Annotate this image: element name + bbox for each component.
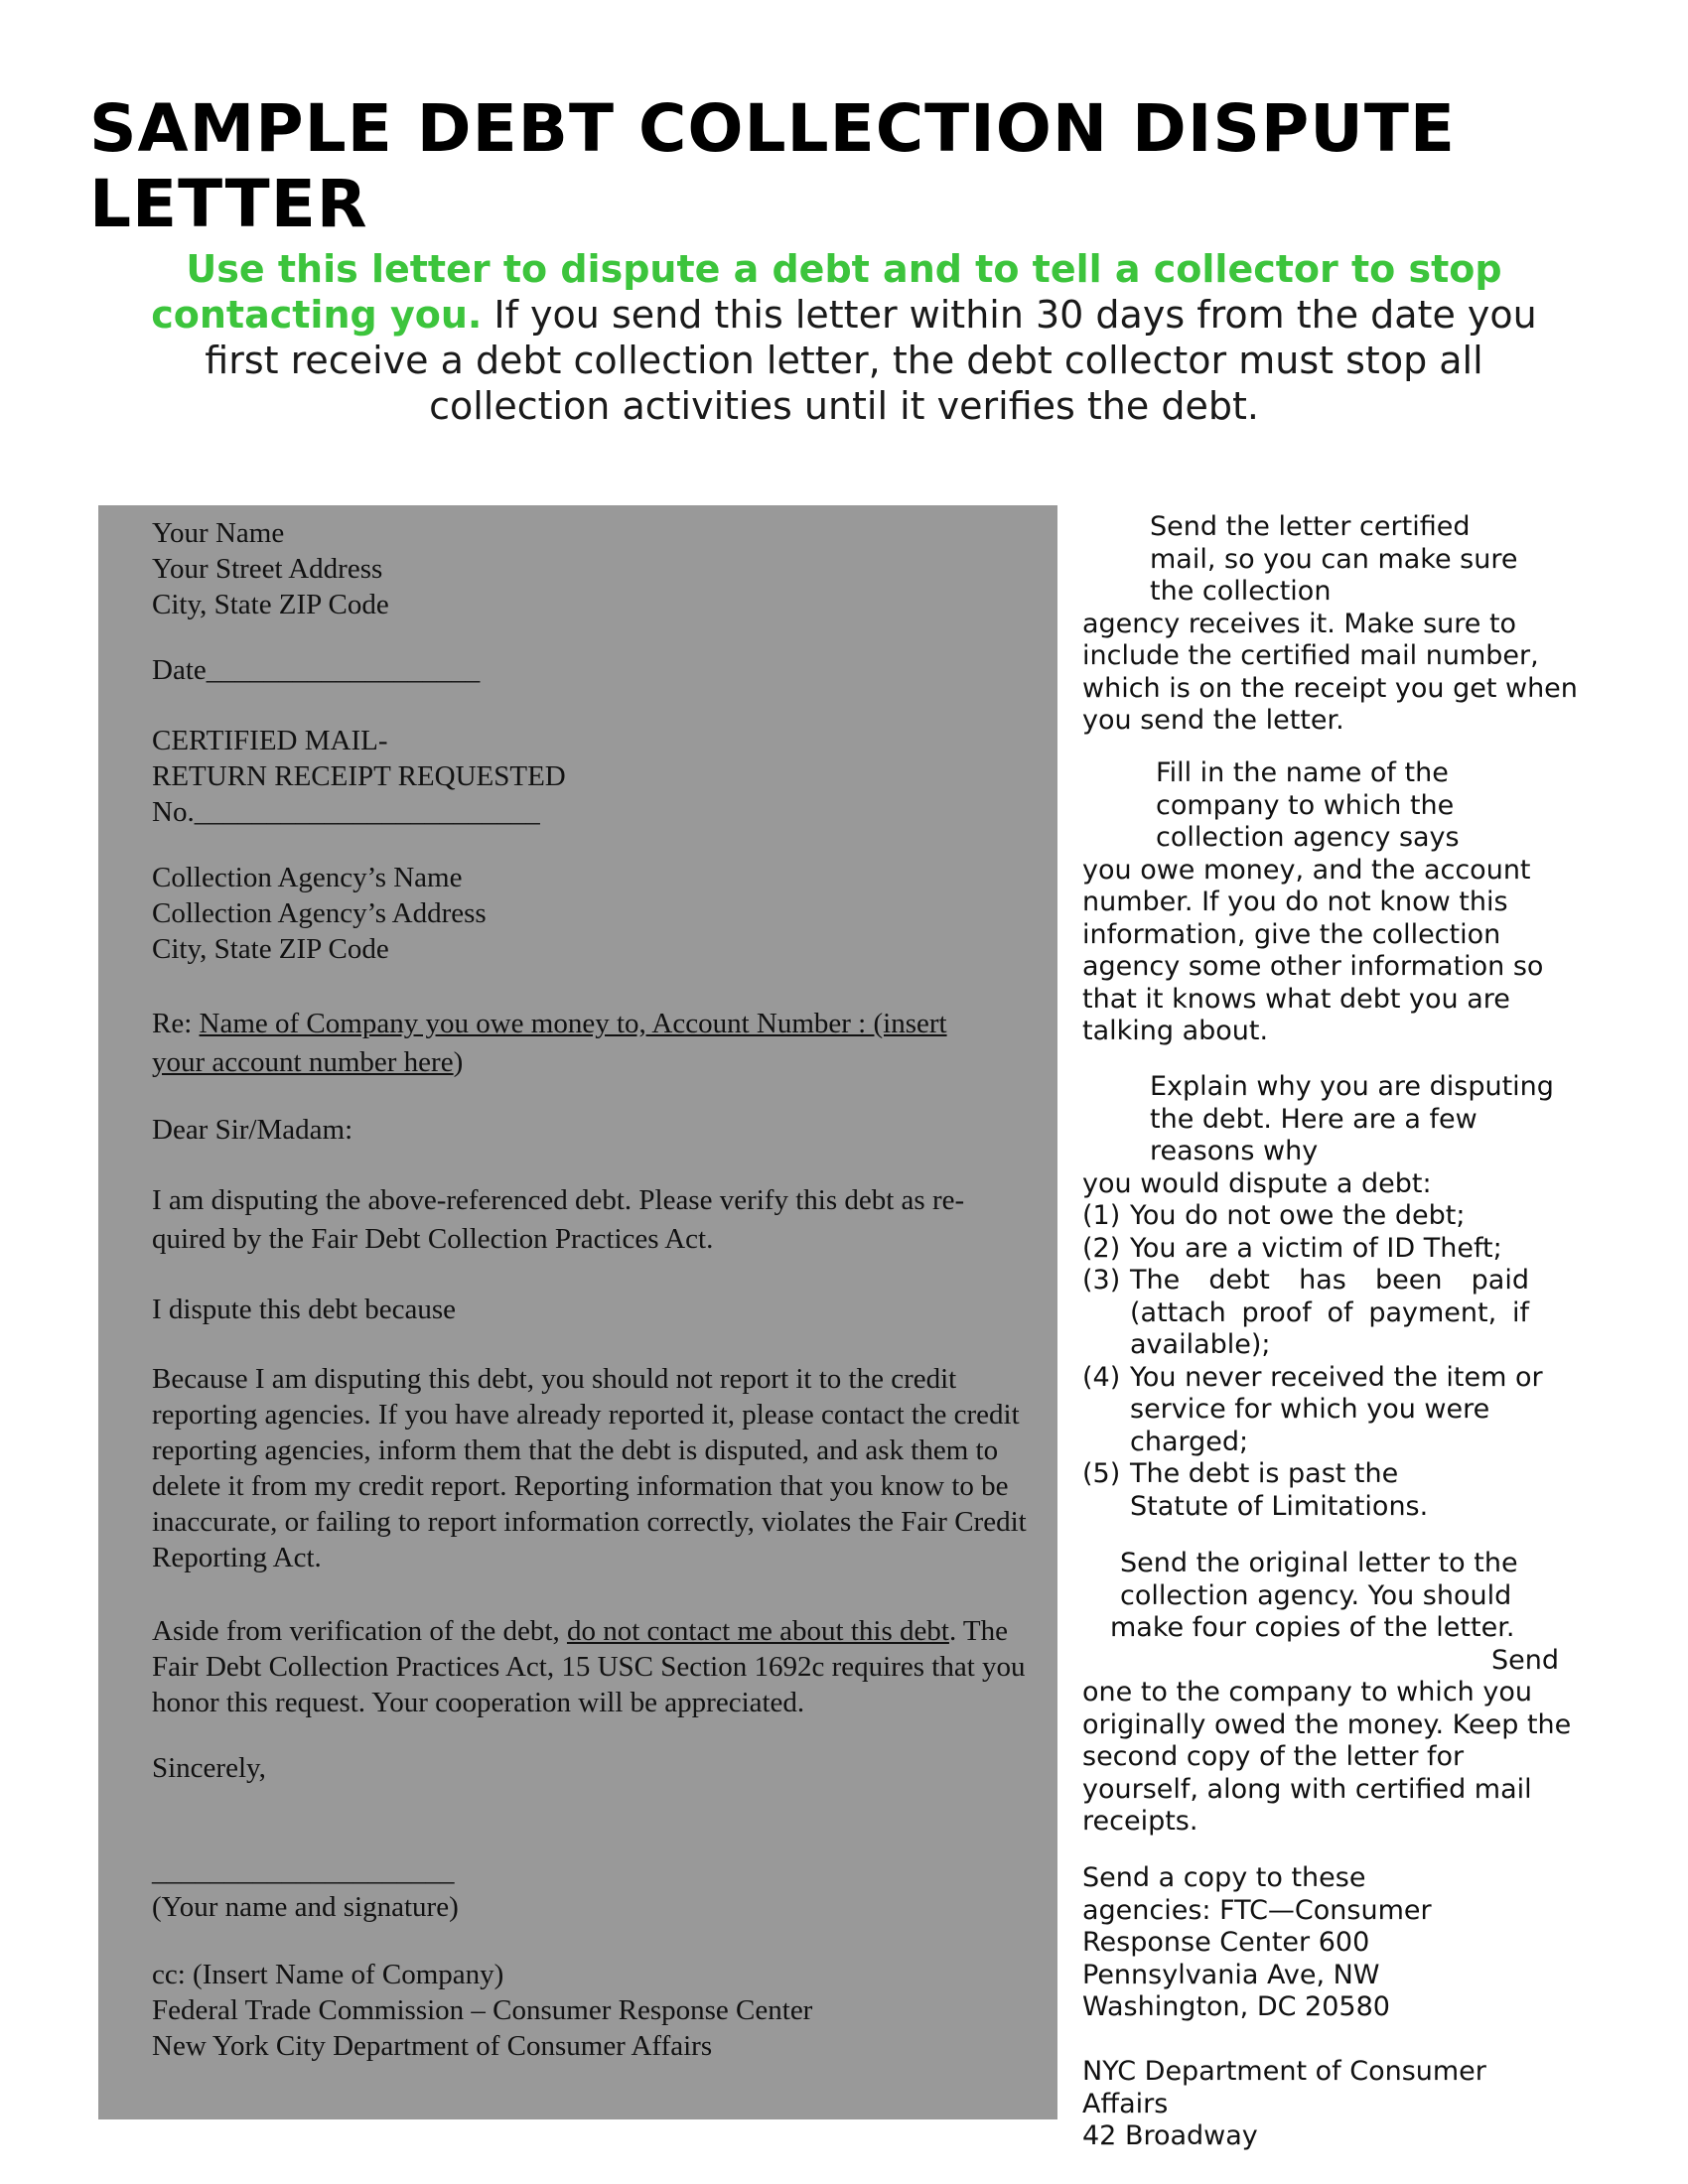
tip-certified-mail xyxy=(1082,511,1579,738)
signature-line: _____________________ xyxy=(152,1855,455,1887)
paragraph-no-contact xyxy=(152,1613,1036,1720)
tip5-line: Response Center 600 xyxy=(1082,1927,1370,1958)
tip6-line: 42 Broadway xyxy=(1082,2120,1258,2151)
tip4-line: make four copies of the letter. xyxy=(1110,1612,1515,1643)
sender-city: City, State ZIP Code xyxy=(152,589,389,620)
reason-text: The debt has been paid (attach proof of payment, if available); xyxy=(1130,1265,1529,1360)
no-contact-text-a: Aside from verification of the debt, xyxy=(152,1615,567,1647)
tip3-line: the debt. Here are a few xyxy=(1150,1103,1477,1135)
paragraph-verify: I am disputing the above-referenced debt. Please verify this debt as re-quired by the Fair Debt Collection Practices Act. xyxy=(152,1184,965,1255)
reason-item xyxy=(1082,1233,1579,1266)
re-subject: Name of Company you owe money to, Account Number : (insert your account number here xyxy=(152,1008,947,1078)
agency-name: Collection Agency’s Name xyxy=(152,862,463,893)
tip6-line: Affairs xyxy=(1082,2088,1169,2119)
reason-number: (1) xyxy=(1082,1200,1121,1231)
sender-street: Your Street Address xyxy=(152,553,383,585)
tip1-line: the collection xyxy=(1150,576,1332,607)
intro-text xyxy=(109,246,1579,429)
tip-copies xyxy=(1082,1548,1579,1839)
reason-item xyxy=(1082,1200,1579,1233)
certified-number-line: No.________________________ xyxy=(152,796,540,828)
tip1-text: agency receives it. Make sure to include the certified mail number, which is on the receipt you get when you send the letter. xyxy=(1082,608,1578,736)
agency-address xyxy=(152,860,1026,967)
reason-text: You are a victim of ID Theft; xyxy=(1130,1232,1502,1264)
intro-rest: If you send this letter within 30 days from the date you first receive a debt collection letter, the debt collector must stop all collection activities until it verifies the debt. xyxy=(205,293,1537,428)
tip2-text: you owe money, and the account number. If you do not know this information, give the collection agency some other information so that it knows what debt you are talking about. xyxy=(1082,854,1544,1046)
re-suffix: ) xyxy=(453,1046,464,1078)
tip-company-name xyxy=(1082,757,1579,1048)
tip2-line: collection agency says xyxy=(1156,822,1460,853)
tip-nyc-dca xyxy=(1082,2056,1579,2153)
reason-number: (5) xyxy=(1082,1458,1121,1489)
reason-number: (4) xyxy=(1082,1361,1121,1393)
tip4-line: collection agency. You should xyxy=(1120,1579,1512,1611)
tip3-lead: you would dispute a debt: xyxy=(1082,1167,1432,1199)
cc-block xyxy=(152,1957,1026,2064)
re-prefix: Re: xyxy=(152,1008,200,1039)
reason-text: You never received the item or service for which you were charged; xyxy=(1130,1361,1543,1457)
tip-agencies xyxy=(1082,1862,1579,2024)
reason-number: (3) xyxy=(1082,1265,1121,1296)
sender-address xyxy=(152,515,1026,622)
paragraph-credit-reporting: Because I am disputing this debt, you should not report it to the credit reporting agencies. If you have already reported it, please contact the credit reporting agencies, inform them that the debt is disputed, and ask them to delete it from my credit report. Reporting information that you know to be inaccurate, or failing to report information correctly, violates the Fair Credit Reporting Act. xyxy=(152,1363,1027,1573)
tip-dispute-reasons xyxy=(1082,1071,1579,1523)
agency-city: City, State ZIP Code xyxy=(152,933,389,965)
agency-street: Collection Agency’s Address xyxy=(152,897,487,929)
re-line xyxy=(152,1005,1006,1082)
reason-item xyxy=(1082,1458,1458,1523)
reason-item xyxy=(1082,1362,1579,1459)
no-contact-text-b: . The Fair Debt Collection Practices Act, 15 USC Section 1692c requires that you honor this request. Your cooperation will be appreciated. xyxy=(152,1615,1026,1718)
tip1-line: Send the letter certified xyxy=(1150,511,1471,542)
return-receipt-line: RETURN RECEIPT REQUESTED xyxy=(152,760,566,792)
paragraph-dispute-reason: I dispute this debt because xyxy=(152,1294,457,1325)
cc-company: cc: (Insert Name of Company) xyxy=(152,1959,504,1990)
tip4-line: Send the original letter to the xyxy=(1120,1548,1518,1578)
tip2-line: company to which the xyxy=(1156,789,1455,821)
cc-nyc-dca: New York City Department of Consumer Affairs xyxy=(152,2030,713,2062)
tip5-line: agencies: FTC—Consumer xyxy=(1082,1894,1432,1926)
tip5-line: Send a copy to these xyxy=(1082,1862,1366,1893)
reason-text: You do not owe the debt; xyxy=(1130,1200,1466,1231)
tip1-line: mail, so you can make sure xyxy=(1150,543,1518,575)
sample-letter-panel xyxy=(98,505,1057,2119)
reason-number: (2) xyxy=(1082,1232,1121,1264)
cc-ftc: Federal Trade Commission – Consumer Response Center xyxy=(152,1994,813,2026)
sender-name: Your Name xyxy=(152,517,285,549)
tip3-line: reasons why xyxy=(1150,1136,1319,1166)
reason-item xyxy=(1082,1265,1529,1362)
date-line: Date___________________ xyxy=(152,654,481,686)
tip4-send: Send xyxy=(1490,1644,1559,1676)
closing: Sincerely, xyxy=(152,1752,266,1784)
tip2-line: Fill in the name of the xyxy=(1156,757,1449,788)
tip4-text: one to the company to which you originally owed the money. Keep the second copy of the letter for yourself, along with certified mail receipts. xyxy=(1082,1677,1572,1837)
tip5-line: Washington, DC 20580 xyxy=(1082,1991,1390,2022)
intro-lead: Use this letter to dispute a debt and to tell a collector to stop contacting you. xyxy=(151,247,1502,337)
certified-mail-line: CERTIFIED MAIL- xyxy=(152,725,388,756)
salutation: Dear Sir/Madam: xyxy=(152,1114,353,1146)
certified-mail-block xyxy=(152,723,1026,830)
reason-text: The debt is past the Statute of Limitations. xyxy=(1130,1458,1429,1522)
page-title: SAMPLE DEBT COLLECTION DISPUTE LETTER xyxy=(89,90,1456,242)
tip5-line: Pennsylvania Ave, NW xyxy=(1082,1959,1380,1990)
tip3-line: Explain why you are disputing xyxy=(1150,1071,1554,1102)
signature-label: (Your name and signature) xyxy=(152,1891,459,1923)
tip6-line: NYC Department of Consumer xyxy=(1082,2056,1486,2087)
reasons-list xyxy=(1082,1200,1579,1523)
no-contact-underlined: do not contact me about this debt xyxy=(566,1615,949,1647)
